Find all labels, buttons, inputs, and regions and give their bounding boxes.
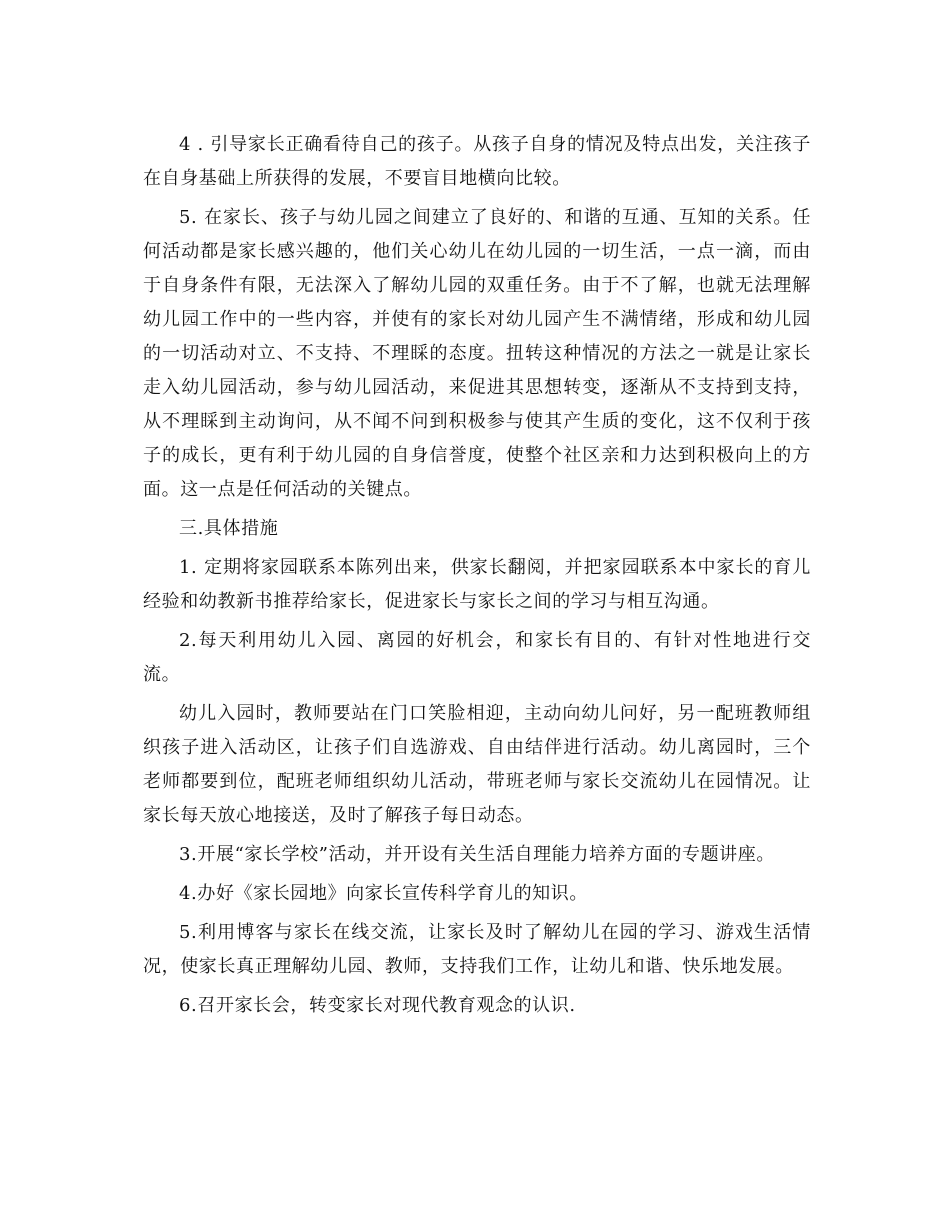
paragraph-blog: 5.利用博客与家长在线交流，让家长及时了解幼儿在园的学习、游戏生活情况，使家长真正理解幼儿园、教师，支持我们工作，让幼儿和谐、快乐地发展。 [143,922,811,977]
paragraph-parent-meeting: 6.召开家长会，转变家长对现代教育观念的认识. [179,995,576,1016]
paragraph-contact-book: 1. 定期将家园联系本陈列出来，供家长翻阅，并把家园联系本中家长的育儿经验和幼教新书推荐给家长，促进家长与家长之间的学习与相互沟通。 [143,557,811,612]
paragraph-guide-parents: 4 . 引导家长正确看待自己的孩子。从孩子自身的情况及特点出发，关注孩子在自身基础上所获得的发展，不要盲目地横向比较。 [143,134,811,189]
paragraph-arrival-departure: 幼儿入园时，教师要站在门口笑脸相迎，主动向幼儿问好，另一配班教师组织孩子进入活动区，让孩子们自选游戏、自由结伴进行活动。幼儿离园时，三个老师都要到位，配班老师组织幼儿活动，带班老师与家长交流幼儿在园情况。让家长每天放心地接送，及时了解孩子每日动态。 [143,703,811,826]
paragraph-daily-communication: 2.每天利用幼儿入园、离园的好机会，和家长有目的、有针对性地进行交流。 [143,630,811,685]
paragraph-parent-school: 3.开展“家长学校”活动，并开设有关生活自理能力培养方面的专题讲座。 [179,844,775,865]
section-heading-measures: 三.具体措施 [179,518,279,539]
paragraph-relationship: 5. 在家长、孩子与幼儿园之间建立了良好的、和谐的互通、互知的关系。任何活动都是家长感兴趣的，他们关心幼儿在幼儿园的一切生活，一点一滴，而由于自身条件有限，无法深入了解幼儿园的双重任务。由于不了解，也就无法理解幼儿园工作中的一些内容，并使有的家长对幼儿园产生不满情绪，形成和幼儿园的一切活动对立、不支持、不理睬的态度。扭转这种情况的方法之一就是让家长走入幼儿园活动，参与幼儿园活动，来促进其思想转变，逐渐从不支持到支持，从不理睬到主动询问，从不闻不问到积极参与使其产生质的变化，这不仅利于孩子的成长，更有利于幼儿园的自身信誉度，使整个社区亲和力达到积极向上的方面。这一点是任何活动的关键点。 [143,207,811,500]
paragraph-parent-garden: 4.办好《家长园地》向家长宣传科学育儿的知识。 [179,883,588,904]
document-body [143,128,811,1028]
